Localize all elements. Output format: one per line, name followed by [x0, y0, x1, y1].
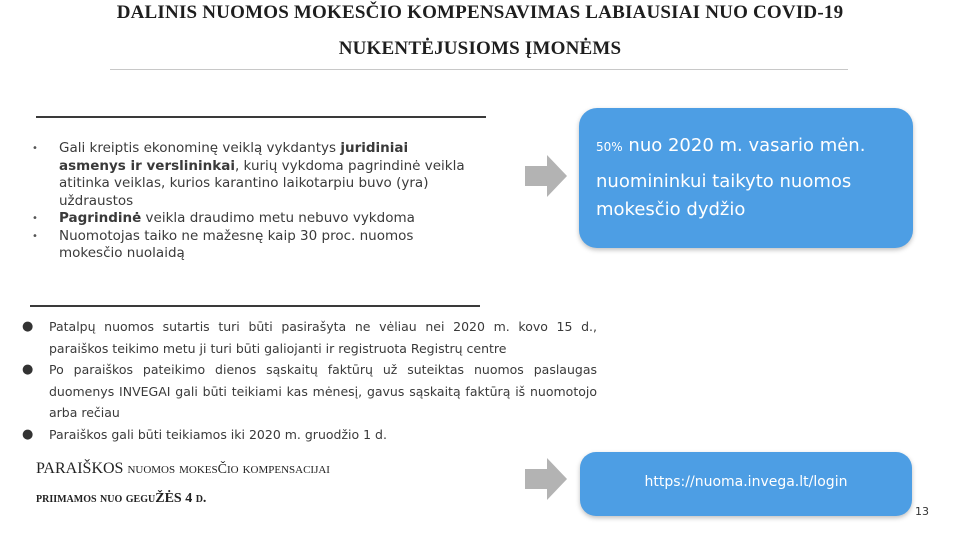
bullet-icon: ● [22, 362, 34, 377]
application-text: 4 d. [181, 491, 207, 506]
application-link[interactable]: https://nuoma.invega.lt/login [644, 474, 848, 490]
application-text: io kompensacijai [226, 460, 330, 477]
compensation-percent: 50% [596, 140, 623, 154]
application-line2 [36, 485, 330, 508]
bullet-icon: • [32, 143, 38, 154]
slide-title-line1: DALINIS NUOMOS MOKESČIO KOMPENSAVIMAS LABIAUSIAI NUO COVID-19 [116, 2, 844, 23]
condition-emphasis: juridiniai asmenys ir verslininkai [59, 140, 409, 174]
condition-item [28, 140, 478, 210]
bullet-icon: • [32, 213, 38, 224]
requirement-text: Paraiškos gali būti teikiamos iki 2020 m. gruodžio 1 d. [49, 426, 387, 442]
application-note [36, 455, 330, 508]
title-divider [110, 69, 848, 70]
requirement-text: Patalpų nuomos sutartis turi būti pasirašyta ne vėliau nei 2020 m. kovo 15 d., paraiškos teikimo metu ji turi būti galiojanti ir registruota Registrų centre [49, 319, 597, 356]
application-text: žės [155, 485, 182, 507]
requirement-text: Po paraiškos pateikimo dienos sąskaitų faktūrų už suteiktas nuomos paslaugas duomenys INVEGAI gali būti teikiami kas mėnesį, gavus sąskaitą faktūrą iš nuomotojo arba rečiau [49, 362, 597, 420]
application-text: č [217, 456, 227, 478]
application-link-box[interactable] [580, 452, 912, 516]
compensation-line2: nuomininkui taikyto nuomos mokesčio dydžio [596, 171, 852, 220]
application-text: PARAIŠKOS nuomos mokes [36, 460, 218, 477]
condition-text: , kurių vykdoma pagrindinė veikla atitinka veiklas, kurios karantino laikotarpiu buvo (yra) uždraustos [59, 157, 465, 209]
requirement-item [22, 424, 597, 446]
condition-item [28, 228, 478, 263]
top-divider-line [36, 116, 486, 118]
slide-title-line2: NUKENTĖJUSIOMS ĮMONĖMS [338, 38, 622, 59]
condition-text: veikla draudimo metu nebuvo vykdoma [141, 210, 415, 226]
bullet-icon: • [32, 230, 38, 242]
condition-item [28, 210, 478, 228]
compensation-period: nuo 2020 m. vasario mėn. [628, 135, 866, 156]
bullet-icon: ● [22, 426, 34, 442]
page-number: 13 [915, 505, 929, 518]
middle-divider-line [30, 305, 480, 307]
eligibility-conditions-list [28, 140, 478, 263]
application-text: priimamos nuo gegu [36, 491, 156, 506]
right-arrow-icon [525, 458, 567, 500]
compensation-info-box [579, 108, 913, 248]
compensation-line1 [596, 135, 865, 156]
condition-text: Nuomotojas taiko ne mažesnę kaip 30 proc. nuomos mokesčio nuolaidą [59, 227, 414, 261]
condition-emphasis: Pagrindinė [59, 210, 142, 226]
application-line1 [36, 455, 330, 481]
condition-text: Gali kreiptis ekonominę veiklą vykdantys [59, 140, 341, 156]
requirement-item [22, 359, 597, 424]
bullet-icon: ● [22, 319, 34, 334]
requirement-item [22, 316, 597, 359]
requirements-list [22, 316, 597, 445]
right-arrow-icon [525, 155, 567, 197]
